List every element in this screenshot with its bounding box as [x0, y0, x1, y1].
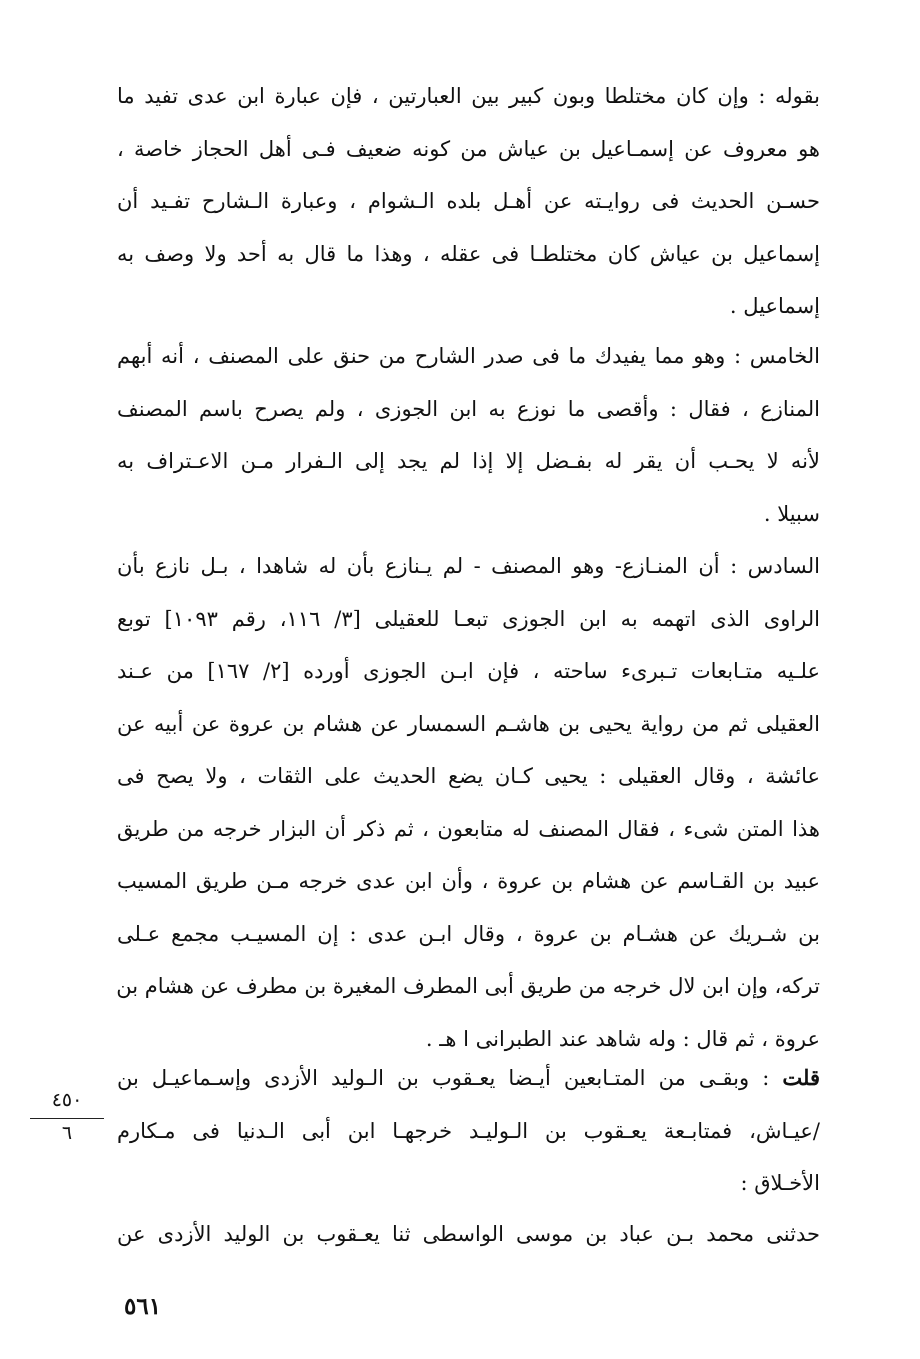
text-line: العقيلى ثم من رواية يحيى بن هاشـم السمسار عن هشام بن عروة عن أبيه عن — [117, 711, 820, 736]
text-line: الراوى الذى اتهمه به ابن الجوزى تبعـا للعقيلى [٣/ ١١٦، رقم ١٠٩٣] توبع — [117, 606, 820, 631]
manuscript-folio-note — [30, 1088, 104, 1145]
text-line: الخامس : وهو مما يفيدك ما فى صدر الشارح من حنق على المصنف ، أنه أبهم — [117, 344, 820, 368]
text-line: إسماعيل بن عياش كان مختلطـا فى عقله ، وهذا ما قال به أحد ولا وصف به — [117, 241, 820, 266]
text-line: حدثنى محمد بـن عباد بن موسى الواسطى ثنا يعـقوب بن الوليد الأزدى عن — [117, 1222, 820, 1246]
text-line: علـيه متـابعات تـبرىء ساحته ، فإن ابـن الجوزى أورده [٢/ ١٦٧] من عـند — [117, 659, 820, 683]
text-line: إسماعيل . — [729, 294, 820, 318]
text-line: بن شـريك عن هشـام بن عروة ، وقال ابـن عدى : إن المسيـب مجمع عـلى — [117, 921, 820, 946]
text-line: عائشة ، وقال العقيلى : يحيى كـان يضع الحديث على الثقات ، ولا يصح فى — [117, 764, 820, 788]
text-line — [117, 1052, 820, 1105]
paragraph-3 — [117, 540, 820, 1065]
text-line: الأخـلاق : — [740, 1171, 820, 1195]
page-number: ٥٦١ — [124, 1293, 162, 1320]
text-line: المنازع ، فقال : وأقصى ما نوزع به ابن الجوزى ، ولم يصرح باسم المصنف — [117, 396, 820, 421]
paragraph-5 — [117, 1208, 820, 1261]
folio-sub-number: ٦ — [61, 1122, 73, 1144]
folio-divider — [30, 1118, 104, 1119]
text-line: عبيد بن القـاسم عن هشام بن عروة ، وأن ابن عدى خرجه مـن طريق المسيب — [117, 869, 820, 893]
text-line: هذا المتن شىء ، فقال المصنف له متابعون ، ثم ذكر أن البزار خرجه من طريق — [117, 816, 820, 841]
text-line: سبيلا . — [763, 501, 820, 526]
paragraph-2 — [117, 330, 820, 540]
paragraph-4 — [117, 1052, 820, 1210]
text-line: لأنه لا يحـب أن يقر له بفـضل إلا إذا لم يجد إلى الـفرار مـن الاعـتراف به — [117, 449, 820, 473]
text-segment: : وبقـى من المتـابعين أيـضا يعـقوب بن الـوليد الأزدى وإسـماعيـل بن — [117, 1066, 783, 1090]
text-line: السادس : أن المنـازع- وهو المصنف - لم يـنازع بأن له شاهدا ، بـل نازع بأن — [117, 554, 820, 578]
paragraph-1 — [117, 70, 820, 333]
qultu-lead-word: قلت — [782, 1065, 820, 1090]
folio-number: ٤٥٠ — [51, 1089, 83, 1111]
text-line: /عيـاش، فمتابـعة يعـقوب بن الـوليـد خرجهـا ابن أبى الـدنيا فى مـكارم — [117, 1118, 820, 1143]
text-line: تركه، وإن ابن لال خرجه من طريق أبى المطرف المغيرة بن مطرف عن هشام بن — [116, 974, 820, 998]
text-line: حسـن الحديث فى روايـته عن أهـل بلده الـشوام ، وعبارة الـشارح تفـيد أن — [117, 189, 820, 213]
text-line: عروة ، ثم قال : وله شاهد عند الطبرانى ا هـ . — [425, 1026, 820, 1051]
text-line: هو معروف عن إسمـاعيل بن عياش من كونه ضعيف فـى أهل الحجاز خاصة ، — [117, 136, 821, 161]
text-line: بقوله : وإن كان مختلطا وبون كبير بين العبارتين ، فإن عبارة ابن عدى تفيد ما — [117, 84, 820, 108]
